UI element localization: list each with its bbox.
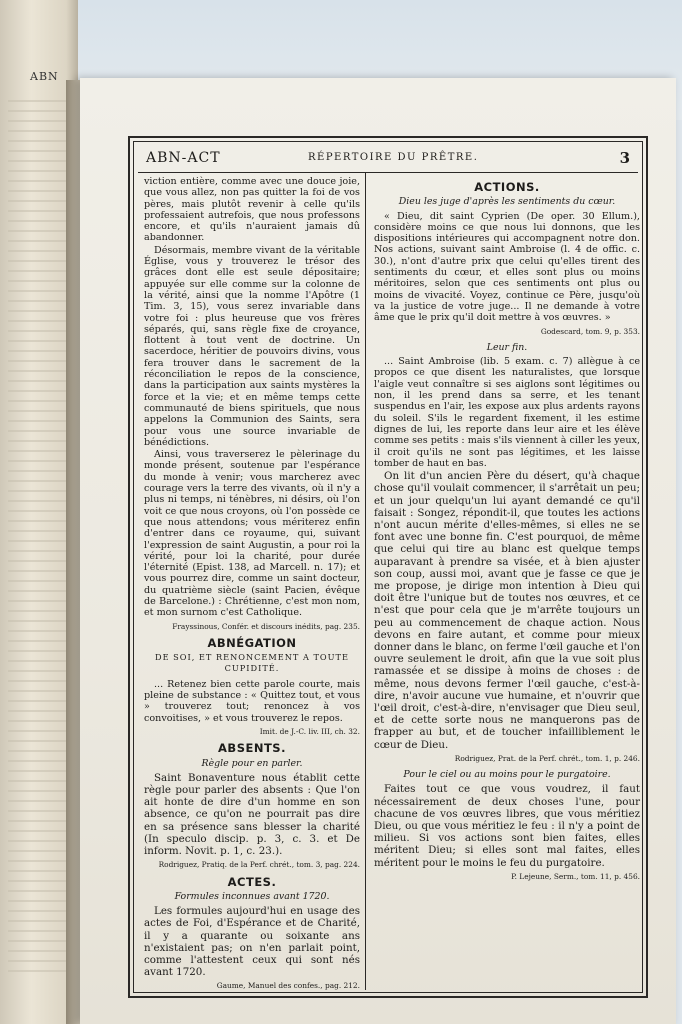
purgatoire-text: Faites tout ce que vous voudrez, il faut nécessairement de deux choses l'une, pour chacune de vos œuvres libres, que vous méritiez Dieu, ou que vous méritiez le feu : il n'y a point de milieu. Si vos actions sont bien faites, elles méritent Dieu; si elles sont mal faites, elles méritent pour le moins le feu du purgatoire.: [374, 783, 640, 869]
book-binding-edge: [66, 80, 80, 1024]
left-page-text-lines: [8, 100, 68, 980]
running-header: [138, 144, 638, 173]
intro-paragraph-2: Désormais, membre vivant de la véritable Église, vous y trouverez le trésor des grâces dont elle est seule dépositaire; appuyée sur elle comme sur la colonne de la vérité, ainsi que la nomme l'Apôtre (1 Tim. 3, 15), vous serez invariable dans votre foi : plus heureuse que vos frères séparés, qui, sans règle fixe de croyance, flottent à tout vent de doctrine. Un sacerdoce, héritier de pouvoirs divins, vous fera trouver dans le sacrement de la réconciliation le repos de la conscience, dans la participation aux saints mystères la force et la vie; et en même temps cette communauté de biens spirituels, que nous appelons la Communion des Saints, sera pour vous une source invariable de bénédictions.: [144, 244, 360, 448]
absents-title: ABSENTS.: [218, 741, 286, 756]
actes-subtitle: Formules inconnues avant 1720.: [174, 890, 330, 902]
intro-citation: Frayssinous, Confér. et discours inédits, pag. 235.: [172, 621, 360, 631]
actions-text: « Dieu, dit saint Cyprien (De oper. 30 Ellum.), considère moins ce que nous lui donnons, que les dispositions intérieures qui accompagnent notre don. Nos actions, suivant saint Ambroise (l. 4 de offic. c. 30.), n'ont d'autre prix que celui qu'elles tirent des sentiments du cœur, et elles sont plus ou moins méritoires, selon que ces sentiments ont plus ou moins de vivacité. Voyez, continue ce Père, jusqu'où va la justice de votre juge... Il ne demande à votre âme que le prix qu'il doit mettre à vos œuvres. »: [374, 210, 640, 324]
left-page-header: ABN: [30, 70, 59, 83]
actions-citation: Godescard, tom. 9, p. 353.: [540, 326, 640, 336]
absents-citation: Rodriguez, Pratiq. de la Perf. chrét., tom. 3, pag. 224.: [158, 860, 360, 870]
abnegation-subtitle: DE SOI, ET RENONCEMENT A TOUTE CUPIDITÉ.: [155, 652, 349, 674]
actes-citation: Gaume, Manuel des confes., pag. 212.: [216, 981, 360, 991]
abnegation-text: ... Retenez bien cette parole courte, mais pleine de substance : « Quittez tout, et vous » trouverez tout; renoncez à vos convoitises, » et vous trouverez le repos.: [144, 678, 360, 724]
right-column: [374, 176, 640, 887]
intro-paragraph-1: viction entière, comme avec une douce joie, que vous allez, non pas quitter la foi de vos pères, mais plutôt revenir à celle qu'ils professaient autrefois, que nous professons encore, et qu'ils n'auraient jamais dû abandonner.: [144, 176, 360, 244]
actes-title: ACTES.: [227, 874, 277, 889]
abnegation-citation: Imit. de J.-C. liv. III, ch. 32.: [259, 726, 360, 736]
leur-fin-paragraph-1: ... Saint Ambroise (lib. 5 exam. c. 7) allègue à ce propos ce que disent les naturalistes, que lorsque l'aigle veut connaître si ses aiglons sont légitimes ou non, il les prend dans sa serre, et les tenant suspendus en l'air, les expose aux plus ardents rayons du soleil. S'ils le regardent fixement, il les estime dignes de lui, les reporte dans leur aire et les élève comme ses petits : mais s'ils viennent à ciller les yeux, il croit qu'ils ne sont pas légitimes, et les laisse tomber de haut en bas.: [374, 356, 640, 469]
page-number: 3: [619, 149, 630, 167]
abnegation-title: ABNÉGATION: [207, 635, 297, 650]
header-range: ABN-ACT: [146, 150, 221, 166]
absents-text: Saint Bonaventure nous établit cette règle pour parler des absents : Que l'on ait honte de dire d'un homme en son absence, ce qu'on ne pourrait pas dire en sa présence sans blesser la charité (In speculo discip. p. 3, c. 3. et De inform. Novit. p. 1, c. 23.).: [144, 771, 360, 858]
actes-text: Les formules aujourd'hui en usage des actes de Foi, d'Espérance et de Charité, il y a quarante ou soixante ans n'existaient pas; on n'en parlait point, comme l'attestent ceux qui sont nés avant 1720.: [144, 905, 360, 979]
absents-subtitle: Règle pour en parler.: [201, 757, 303, 769]
leur-fin-citation: Rodriguez, Prat. de la Perf. chrét., tom. 1, p. 246.: [454, 753, 640, 763]
header-title: RÉPERTOIRE DU PRÊTRE.: [308, 152, 479, 163]
leur-fin-paragraph-2: On lit d'un ancien Père du désert, qu'à chaque chose qu'il voulait commencer, il s'arrêtait un peu; et un jour quelqu'un lui ayant demandé ce qu'il faisait : Songez, répondit-il, que toutes les actions n'ont aucun mérite d'elles-mêmes, si elles ne se font avec une bonne fin. C'est pourquoi, de même que celui qui tire au blanc est quelque temps auparavant à prendre sa visée, et à bien ajuster son coup, aussi moi, avant que je fasse ce que je me propose, je dirige mon intention à Dieu qui doit être l'unique but de toutes nos œuvres, et ce n'est que pour cela que je m'arrête toujours un peu au commencement de chaque action. Nous devons en faire autant, et comme pour mieux donner dans le blanc, on ferme l'œil gauche et l'on ouvre seulement le droit, afin que la vue soit plus ramassée et se dissipe à moins de choses : de même, nous devons fermer l'œil gauche, c'est-à-dire, n'avoir aucune vue humaine, et n'ouvrir que l'œil droit, c'est-à-dire, n'envisager que Dieu seul, et de cette sorte nous ne manquerons pas de frapper au but, et de toucher infailliblement le cœur de Dieu.: [374, 470, 640, 751]
left-column: [144, 176, 360, 997]
column-divider: [365, 172, 366, 990]
page-frame-inner: [133, 141, 643, 993]
purgatoire-citation: P. Lejeune, Serm., tom. 11, p. 456.: [511, 871, 640, 881]
actions-subtitle: Dieu les juge d'après les sentiments du cœur.: [398, 196, 616, 208]
purgatoire-subtitle: Pour le ciel ou au moins pour le purgatoire.: [403, 769, 611, 781]
actions-title: ACTIONS.: [474, 180, 540, 194]
book-page: [80, 78, 676, 1024]
leur-fin-subtitle: Leur fin.: [486, 341, 528, 353]
page-frame: [128, 136, 648, 998]
intro-paragraph-3: Ainsi, vous traverserez le pèlerinage du monde présent, soutenue par l'espérance du monde à venir; vous marcherez avec courage vers la terre des vivants, où il n'y a plus ni temps, ni ténèbres, ni désirs, où l'on voit ce que nous croyons, où l'on possède ce que nous attendons; vous mériterez enfin d'entrer dans ce royaume, qui, suivant l'expression de saint Augustin, a pour roi la vérité, pour loi la charité, pour durée l'éternité (Epist. 138, ad Marcell. n. 17); et vous pourrez dire, comme un saint docteur, du quatrième siècle (saint Pacien, évêque de Barcelone.) : Chrétienne, c'est mon nom, et mon surnom c'est Catholique.: [144, 449, 360, 619]
